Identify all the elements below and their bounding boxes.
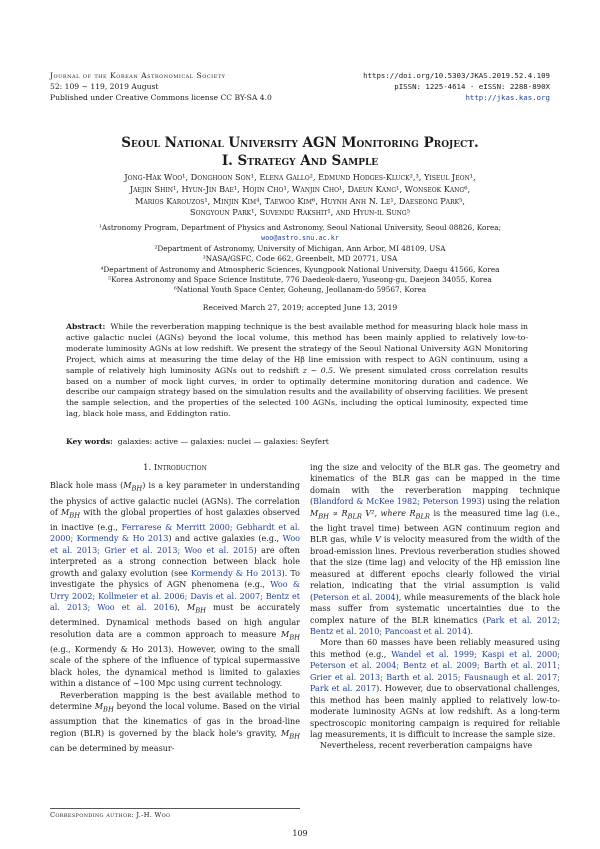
journal-name: Journal of the Korean Astronomical Society	[50, 71, 226, 80]
math-mbh: $M_{BH}$	[94, 702, 114, 714]
math-symbol: R	[409, 508, 416, 518]
math-subscript: BLR	[347, 512, 362, 521]
text-run: More than 60 masses have been reliably measured using this method (e.g.,	[310, 638, 560, 659]
paragraph	[310, 637, 560, 740]
affiliation-list	[60, 223, 540, 296]
paragraph: Nevertheless, recent reverberation campaigns have	[320, 741, 533, 751]
corresponding-author: Corresponding author: J.-H. Woo	[50, 808, 300, 819]
text-run: ). However, due to observational challenges, this method has been mainly applied to relatively low-to-moderate luminosity AGNs at low redshift. As a long-term spectroscopic monitoring campaign is required for reliable lag measurements, it is difficult to increase the sample size.	[310, 684, 560, 740]
text-run: is velocity measured from the width of the broad-emission lines. Previous reverberation studies showed that the size (time lag) and velocity of the Hβ emission line measured at different epochs clearly followed the virial relation, indicating that the virial assumption is valid (	[310, 535, 560, 602]
math-mbh: $M_{BH}$	[281, 728, 300, 741]
author-line: Jaejin Shin¹, Hyun-Jin Bae¹, Hojin Cho¹, Wanjin Cho¹, Daeun Kang¹, Wonseok Kang⁶,	[129, 183, 471, 194]
abstract-redshift: z ∼ 0.5	[302, 365, 334, 375]
math-symbol: M	[123, 481, 132, 491]
received-dates: Received March 27, 2019; accepted June 13, 2019	[202, 303, 398, 312]
volume-info: 52: 109 ∼ 119, 2019 August	[50, 82, 159, 91]
text-run: ) is a key parameter in understanding the physics of active galactic nuclei (AGNs). The correlation of	[50, 481, 300, 517]
math-rblr	[409, 508, 430, 521]
author-list	[60, 172, 540, 219]
doi-header	[363, 70, 550, 103]
affiliation-4: ⁴Department of Astronomy and Atmospheric Sciences, Kyungpook National University, Daegu 41566, Korea	[100, 264, 500, 274]
math-mbh: $M_{BH}$	[281, 629, 300, 642]
text-run: Black hole mass (	[50, 481, 124, 491]
journal-url-link[interactable]: http://jkas.kas.org	[465, 93, 550, 102]
citation-link[interactable]: Woo et al. 2013; Grier et al. 2013; Woo et al. 2015	[50, 534, 301, 555]
math-mbh	[123, 481, 143, 494]
text-run: beyond the local volume. Based on the virial assumption that the kinematics of gas in the broad-line region (BLR) is governed by the black hole's gravity,	[50, 702, 300, 738]
math-symbol: ∝ R	[329, 508, 348, 518]
paper-title	[50, 134, 550, 170]
math-relation	[310, 508, 410, 521]
citation-link[interactable]: Ferrarese & Merritt 2000; Gebhardt et al. 2000; Kormendy & Ho 2013	[50, 523, 300, 544]
abstract-label: Abstract:	[66, 322, 106, 331]
journal-header	[50, 70, 272, 103]
math-subscript: BLR	[415, 512, 430, 521]
text-run: ) using the relation	[481, 497, 560, 507]
text-run: is the measured time lag (i.e., the light travel time) between AGN continuum region and BLR gas, while	[310, 508, 560, 545]
text-run: ing the size and velocity of the BLR gas. The geometry and kinematics of the BLR gas can be mapped in the time domain with the reverberation mapping technique (	[310, 463, 560, 507]
text-run: Reverberation mapping is the best available method to determine	[50, 690, 300, 712]
math-symbol: V², where	[361, 508, 410, 518]
text-run: ), while measurements of the black hole mass suffer from systematic uncertainties due to the complex nature of the BLR kinematics (	[310, 592, 560, 625]
section-heading: 1. Introduction	[143, 462, 207, 472]
math-subscript: BH	[131, 485, 143, 494]
paragraph	[50, 480, 300, 689]
title-line-2: I. Strategy And Sample	[221, 153, 379, 169]
author-line: Marios Karouzos¹, Minjin Kim⁴, Taewoo Kim⁶, Huynh Anh N. Le¹, Daeseong Park⁵,	[135, 195, 465, 206]
issn-info: pISSN: 1225-4614 · eISSN: 2288-890X	[394, 82, 550, 91]
citation-link[interactable]: Woo & Urry 2002; Kollmeier et al. 2006; Davis et al. 2007; Bentz et al. 2013; Woo et al. 2016	[50, 580, 300, 613]
author-line: Songyoun Park¹, Suvendu Rakshit¹, and Hyun-il Sung⁵	[190, 207, 410, 218]
citation-link[interactable]: Wandel et al. 1999; Kaspi et al. 2000; Peterson et al. 2004; Bentz et al. 2009; Barth et al. 2011; Grier et al. 2013; Barth et al. 2015; Fausnaugh et al. 2017; Park et al. 2017	[310, 649, 561, 694]
text-run: ) and active galaxies (e.g.,	[168, 534, 283, 544]
math-v: V	[374, 535, 381, 545]
title-line-1: Seoul National University AGN Monitoring Project.	[121, 135, 479, 151]
math-symbol: M	[310, 508, 319, 518]
keywords-label: Key words:	[66, 437, 113, 446]
page-number: 109	[292, 829, 308, 838]
abstract-text-2: . We present simulated cross correlation results based on a number of mock light curves, in order to optimally determine monitoring duration and cadence. We describe our campaign strategy based on the simulation results and the availability of observing facilities. We present the sample selection, and the properties of the selected 100 AGNs, including the optical luminosity, expected time lag, black hole mass, and Eddington ratio.	[66, 365, 528, 419]
affiliation-3: ³NASA/GSFC, Code 662, Greenbelt, MD 20771, USA	[202, 254, 398, 264]
citation-link[interactable]: Kormendy & Ho 2013	[190, 568, 282, 578]
math-subscript: BH	[318, 512, 329, 521]
abstract-text-1: While the reverberation mapping technique is the best available method for measuring black hole mass in active galactic nuclei (AGNs) beyond the local volume, this method has been mainly applied to relatively low-to-moderate luminosity AGNs at low redshift. We present the strategy of the Seoul National University AGN Monitoring Project, which aims at measuring the time delay of the Hβ line emission with respect to AGN continuum, using a sample of relatively high luminosity AGNs out to redshift	[66, 322, 528, 375]
paragraph	[50, 690, 300, 754]
paragraph	[310, 462, 560, 637]
text-run: ) are often interpreted as a strong connection between black hole growth and galaxy evolution (see	[50, 545, 300, 578]
citation-link[interactable]: Blandford & McKee 1982; Peterson 1993	[313, 497, 482, 507]
math-mbh: $M_{BH}$	[61, 507, 81, 520]
text-run: (e.g., Kormendy & Ho 2013). However, owing to the small scale of the sphere of the influence of typical supermassive black holes, the dynamical method is limited to galaxies within a distance of ∼100 Mpc using current technology.	[50, 644, 300, 689]
text-run: with the global properties of host galaxies observed in inactive (e.g.,	[50, 507, 300, 533]
math-mbh: $M_{BH}$	[186, 603, 206, 615]
text-run: ),	[174, 603, 187, 613]
abstract	[66, 322, 528, 420]
right-column	[310, 462, 560, 752]
left-column	[50, 462, 300, 754]
affiliation-1: ¹Astronomy Program, Department of Physics and Astronomy, Seoul National University, Seoul 08826, Korea;	[98, 223, 502, 232]
affiliation-2: ²Department of Astronomy, University of Michigan, Ann Arbor, MI 48109, USA	[154, 243, 446, 253]
text-run: ). To investigate the physics of AGN phenomena (e.g.,	[50, 568, 300, 590]
affiliation-5: ⁵Korea Astronomy and Space Science Institute, 776 Daedeok-daero, Yuseong-gu, Daejeon 34055, Korea	[108, 275, 492, 285]
keywords-text: galaxies: active — galaxies: nuclei — galaxies: Seyfert	[117, 437, 329, 446]
keywords	[66, 437, 528, 446]
text-run: ).	[467, 626, 474, 636]
email-link[interactable]: woo@astro.snu.ac.kr	[261, 234, 339, 243]
text-run: must be accurately determined. Dynamical methods based on high angular resolution data are a common approach to measure	[50, 603, 300, 639]
affiliation-6: ⁶National Youth Space Center, Goheung, Jeollanam-do 59567, Korea	[173, 285, 427, 295]
citation-link[interactable]: Park et al. 2012; Bentz et al. 2010; Pancoast et al. 2014	[310, 615, 560, 636]
license-note: Published under Creative Commons license CC BY-SA 4.0	[50, 93, 272, 102]
text-run: can be determined by measur-	[50, 743, 175, 753]
doi-link[interactable]: https://doi.org/10.5303/JKAS.2019.52.4.109	[363, 71, 550, 80]
author-line: Jong-Hak Woo¹, Donghoon Son¹, Elena Gallo², Edmund Hodges-Kluck²,³, Yiseul Jeon¹,	[124, 172, 476, 182]
citation-link[interactable]: Peterson et al. 2004	[313, 592, 396, 602]
